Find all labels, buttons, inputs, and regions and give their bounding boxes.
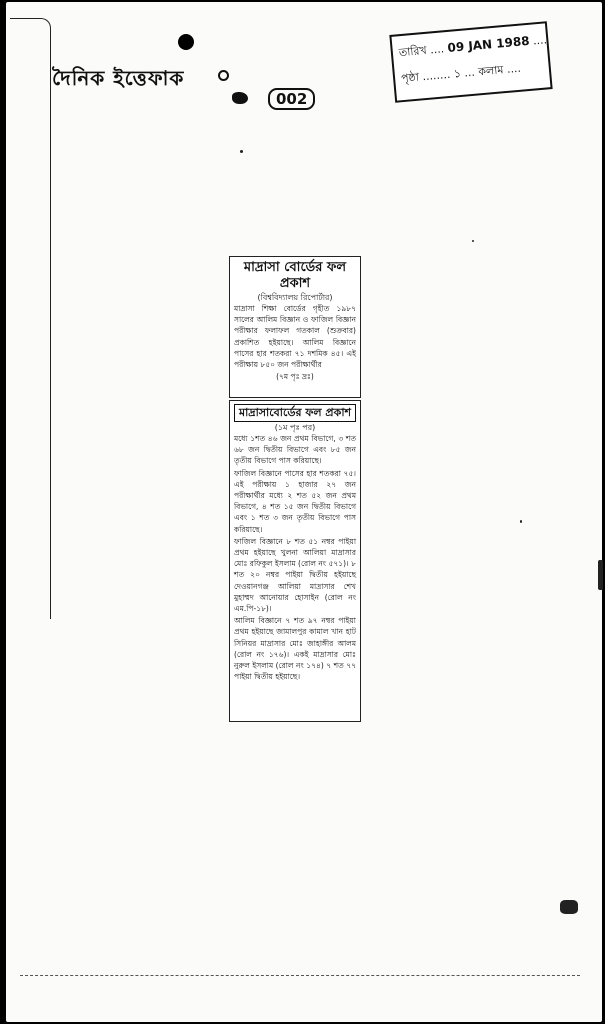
stamp-page-row: পৃষ্ঠা ........ ১ ... কলাম .... — [400, 61, 522, 86]
page-fold-line — [10, 18, 51, 619]
news-clipping-top — [229, 256, 361, 398]
stamp-column-label: কলাম — [477, 63, 504, 79]
clipping-paragraph: ফাজিল বিজ্ঞানে পাসের হার শতকরা ৭৫। এই পরীক্ষায় ১ হাজার ২৭ জন পরীক্ষার্থীর মধ্যে ২ শত ৫২ জন প্রথম বিভাগে, ৪ শত ১৫ জন দ্বিতীয় বিভাগে এবং ১ শত ৩ জন তৃতীয় বিভাগে পাস করিয়াছে। — [234, 468, 356, 534]
clipping-paragraph: মাদ্রাসা শিক্ষা বোর্ডের গৃহীত ১৯৮৭ সালের আলিম বিজ্ঞান ও ফাজিল বিজ্ঞান পরীক্ষার ফলাফল গতকাল (শুক্রবার) প্রকাশিত হইয়াছে। আলিম বিজ্ঞানে পাসের হার শতকরা ৭১ দশমিক ৪৫। এই পরীক্ষায় ৮৫০ জন পরীক্ষার্থীর — [234, 304, 356, 370]
clipping-body — [234, 303, 356, 382]
scan-speck — [560, 900, 578, 914]
newspaper-name: দৈনিক ইত্তেফাক — [52, 66, 185, 90]
scan-speck — [472, 240, 474, 242]
clipping-continuation-note: (৭ম পৃঃ দ্রঃ) — [276, 372, 314, 382]
scan-speck — [240, 150, 243, 153]
scan-speck — [520, 520, 522, 523]
date-stamp — [389, 21, 552, 103]
torn-bottom-edge — [20, 975, 580, 1016]
clipping-byline: (বিশ্ববিদ্যালয় রিপোর্টার) — [257, 293, 333, 302]
clipping-headline: মাদ্রাসা বোর্ডের ফল প্রকাশ — [243, 260, 347, 291]
clipping-headline: মাদ্রাসাবোর্ডের ফল প্রকাশ — [234, 404, 356, 422]
stamp-column-value: ১ — [453, 66, 462, 81]
stamp-date-value: 09 JAN 1988 — [446, 33, 531, 55]
scan-speck — [598, 560, 603, 590]
punch-hole — [178, 34, 194, 50]
ring-mark — [218, 70, 229, 81]
page-number: 002 — [268, 88, 315, 110]
clipping-paragraph: ফাজিল বিজ্ঞানে ৮ শত ৫১ নম্বর পাইয়া প্রথম হইয়াছে খুলনা আলিয়া মাদ্রাসার মোঃ রফিকুল ইসলাম (রোল নং ৫৭১)। ৮ শত ২০ নম্বর পাইয়া দ্বিতীয় হইয়াছে দেওয়ানগঞ্জ আলিয়া মাদ্রাসার শেখ মুহাম্মদ আনোয়ার হোসাইন (রোল নং এম.পি-১৮)। — [234, 536, 356, 614]
ink-blot — [232, 92, 248, 104]
clipping-paragraph: মধ্যে ১শত ৪৬ জন প্রথম বিভাগে, ৩ শত ৬৮ জন দ্বিতীয় বিভাগে এবং ৮৫ জন তৃতীয় বিভাগে পাস করিয়াছে। — [234, 434, 356, 466]
clipping-continued-note: (১ম পৃঃ পর) — [274, 423, 316, 432]
news-clipping-bottom — [229, 400, 361, 722]
stamp-date-label: তারিখ — [398, 43, 428, 60]
stamp-page-label: পৃষ্ঠা — [400, 70, 420, 86]
stamp-date-row: তারিখ .... 09 JAN 1988 .... — [398, 33, 548, 60]
clipping-body — [234, 433, 356, 682]
clipping-paragraph: আলিম বিজ্ঞানে ৭ শত ৯৭ নম্বর পাইয়া প্রথম হইয়াছে জামালপুর কামাল খান হাট সিনিয়র মাদ্রাসার মোঃ জাহাঙ্গীর আলম (রোল নং ১৭৬)। একই মাদ্রাসার মোঃ নুরুল ইসলাম (রোল নং ১৭৪) ৭ শত ৭৭ পাইয়া দ্বিতীয় হইয়াছে। — [234, 616, 356, 682]
